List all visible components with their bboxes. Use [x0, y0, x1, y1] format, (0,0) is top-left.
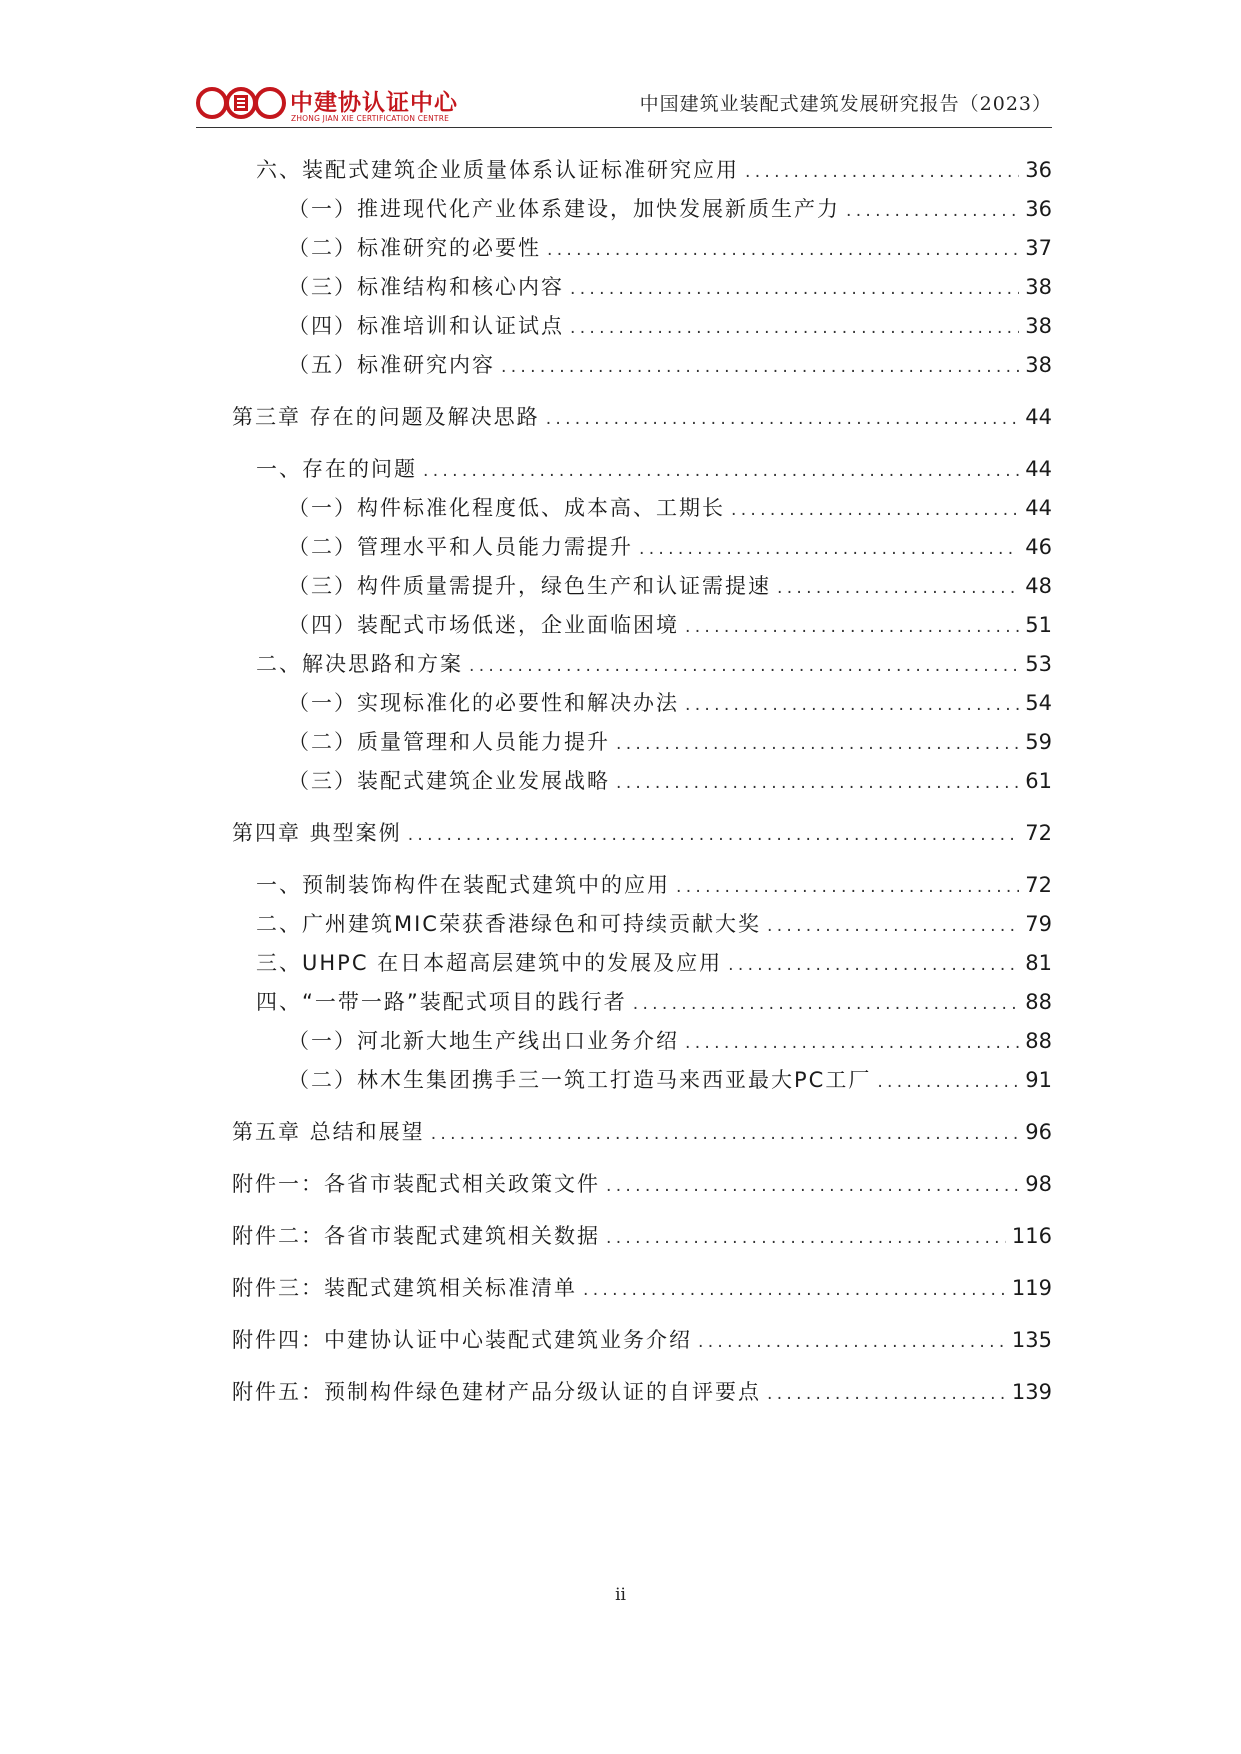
- toc-entry-page: 98: [1025, 1172, 1052, 1196]
- toc-entry-page: 46: [1025, 535, 1052, 559]
- logo-chinese-name: 中建协认证中心: [290, 90, 458, 116]
- toc-dot-leader: [685, 686, 1019, 725]
- toc-entry-page: 54: [1025, 691, 1052, 715]
- toc-dot-leader: [846, 192, 1019, 231]
- toc-dot-leader: [685, 608, 1019, 647]
- toc-dot-leader: [639, 530, 1019, 569]
- toc-dot-leader: [570, 309, 1019, 348]
- toc-entry-title: 二、解决思路和方案: [256, 652, 463, 676]
- toc-entry[interactable]: [232, 1061, 1052, 1100]
- toc-entry-page: 38: [1025, 353, 1052, 377]
- toc-entry-title: （一）实现标准化的必要性和解决办法: [288, 691, 679, 715]
- toc-entry-title: （二）质量管理和人员能力提升: [288, 730, 610, 754]
- toc-entry[interactable]: [232, 944, 1052, 983]
- toc-entry-page: 48: [1025, 574, 1052, 598]
- toc-entry[interactable]: [232, 190, 1052, 229]
- toc-entry-title: 附件四：中建协认证中心装配式建筑业务介绍: [232, 1328, 692, 1352]
- toc-dot-leader: [423, 452, 1019, 491]
- toc-entry[interactable]: [232, 1373, 1052, 1412]
- toc-entry-title: （一）推进现代化产业体系建设，加快发展新质生产力: [288, 197, 840, 221]
- toc-entry-title: 附件一：各省市装配式相关政策文件: [232, 1172, 600, 1196]
- toc-entry-title: 附件二：各省市装配式建筑相关数据: [232, 1224, 600, 1248]
- toc-entry[interactable]: [232, 762, 1052, 801]
- toc-entry[interactable]: [232, 1165, 1052, 1204]
- toc-dot-leader: [501, 348, 1019, 387]
- toc-entry-page: 139: [1011, 1380, 1052, 1404]
- toc-entry-title: （二）标准研究的必要性: [288, 236, 541, 260]
- table-of-contents: [232, 151, 1052, 1425]
- toc-dot-leader: [698, 1323, 1006, 1362]
- toc-dot-leader: [777, 569, 1019, 608]
- toc-dot-leader: [583, 1271, 1006, 1310]
- toc-entry-page: 37: [1025, 236, 1052, 260]
- toc-entry-page: 72: [1025, 873, 1052, 897]
- toc-entry[interactable]: [232, 1022, 1052, 1061]
- toc-entry-title: 第三章 存在的问题及解决思路: [232, 405, 540, 429]
- toc-dot-leader: [547, 231, 1019, 270]
- toc-entry-page: 91: [1025, 1068, 1052, 1092]
- toc-entry[interactable]: [232, 606, 1052, 645]
- toc-entry-title: 第四章 典型案例: [232, 821, 402, 845]
- toc-entry-page: 44: [1025, 405, 1052, 429]
- toc-entry[interactable]: [232, 528, 1052, 567]
- toc-entry-page: 81: [1025, 951, 1052, 975]
- toc-entry[interactable]: [232, 814, 1052, 853]
- toc-dot-leader: [767, 1375, 1006, 1414]
- toc-entry-title: 四、“一带一路”装配式项目的践行者: [256, 990, 627, 1014]
- toc-entry-page: 88: [1025, 990, 1052, 1014]
- toc-entry[interactable]: [232, 1113, 1052, 1152]
- toc-entry-title: 二、广州建筑MIC荣获香港绿色和可持续贡献大奖: [256, 912, 761, 936]
- toc-entry-title: 一、预制装饰构件在装配式建筑中的应用: [256, 873, 670, 897]
- toc-entry-title: （一）河北新大地生产线出口业务介绍: [288, 1029, 679, 1053]
- toc-entry-title: （五）标准研究内容: [288, 353, 495, 377]
- toc-entry-title: （二）林木生集团携手三一筑工打造马来西亚最大PC工厂: [288, 1068, 872, 1092]
- toc-entry[interactable]: [232, 450, 1052, 489]
- toc-dot-leader: [767, 907, 1019, 946]
- report-title: 中国建筑业装配式建筑发展研究报告（2023）: [639, 93, 1052, 115]
- toc-entry-title: 第五章 总结和展望: [232, 1120, 425, 1144]
- toc-entry-title: （四）标准培训和认证试点: [288, 314, 564, 338]
- toc-entry-page: 44: [1025, 496, 1052, 520]
- toc-entry-title: （二）管理水平和人员能力需提升: [288, 535, 633, 559]
- toc-dot-leader: [633, 985, 1020, 1024]
- toc-dot-leader: [606, 1219, 1006, 1258]
- toc-entry[interactable]: [232, 684, 1052, 723]
- toc-entry-page: 72: [1025, 821, 1052, 845]
- toc-dot-leader: [676, 868, 1019, 907]
- toc-dot-leader: [731, 491, 1019, 530]
- toc-dot-leader: [616, 725, 1019, 764]
- logo: [196, 86, 496, 126]
- toc-entry-title: （三）标准结构和核心内容: [288, 275, 564, 299]
- logo-rings-icon: [196, 86, 286, 120]
- toc-dot-leader: [408, 816, 1020, 855]
- toc-entry-title: 三、UHPC 在日本超高层建筑中的发展及应用: [256, 951, 723, 975]
- toc-entry-page: 38: [1025, 275, 1052, 299]
- toc-entry-title: 六、装配式建筑企业质量体系认证标准研究应用: [256, 158, 739, 182]
- toc-dot-leader: [685, 1024, 1019, 1063]
- toc-entry-title: （四）装配式市场低迷，企业面临困境: [288, 613, 679, 637]
- toc-dot-leader: [616, 764, 1019, 803]
- toc-dot-leader: [745, 153, 1019, 192]
- toc-entry-page: 51: [1025, 613, 1052, 637]
- toc-entry[interactable]: [232, 229, 1052, 268]
- toc-entry-page: 135: [1011, 1328, 1052, 1352]
- toc-entry[interactable]: [232, 489, 1052, 528]
- toc-dot-leader: [431, 1115, 1020, 1154]
- toc-entry[interactable]: [232, 151, 1052, 190]
- toc-entry-title: （三）构件质量需提升，绿色生产和认证需提速: [288, 574, 771, 598]
- toc-entry-page: 88: [1025, 1029, 1052, 1053]
- toc-entry[interactable]: [232, 866, 1052, 905]
- toc-entry[interactable]: [232, 645, 1052, 684]
- toc-dot-leader: [606, 1167, 1019, 1206]
- toc-entry-page: 96: [1025, 1120, 1052, 1144]
- toc-entry-page: 53: [1025, 652, 1052, 676]
- logo-english-name: ZHONG JIAN XIE CERTIFICATION CENTRE: [291, 114, 450, 123]
- toc-entry-page: 38: [1025, 314, 1052, 338]
- toc-entry[interactable]: [232, 398, 1052, 437]
- toc-entry[interactable]: [232, 268, 1052, 307]
- header-divider: [196, 127, 1052, 128]
- toc-dot-leader: [728, 946, 1019, 985]
- toc-entry-page: 116: [1011, 1224, 1052, 1248]
- toc-entry[interactable]: [232, 1321, 1052, 1360]
- toc-entry-page: 59: [1025, 730, 1052, 754]
- toc-entry-page: 36: [1025, 158, 1052, 182]
- toc-entry-page: 44: [1025, 457, 1052, 481]
- toc-entry-page: 79: [1025, 912, 1052, 936]
- page-header: [196, 78, 1052, 126]
- toc-entry-title: （三）装配式建筑企业发展战略: [288, 769, 610, 793]
- toc-entry[interactable]: [232, 307, 1052, 346]
- toc-dot-leader: [546, 400, 1020, 439]
- toc-entry-title: 一、存在的问题: [256, 457, 417, 481]
- toc-dot-leader: [877, 1063, 1019, 1102]
- toc-entry[interactable]: [232, 723, 1052, 762]
- toc-entry[interactable]: [232, 346, 1052, 385]
- toc-entry[interactable]: [232, 905, 1052, 944]
- toc-entry[interactable]: [232, 567, 1052, 606]
- toc-entry[interactable]: [232, 1269, 1052, 1308]
- toc-entry[interactable]: [232, 983, 1052, 1022]
- toc-entry-page: 61: [1025, 769, 1052, 793]
- toc-entry-page: 119: [1011, 1276, 1052, 1300]
- toc-entry[interactable]: [232, 1217, 1052, 1256]
- page-number: ii: [615, 1585, 626, 1605]
- toc-entry-title: （一）构件标准化程度低、成本高、工期长: [288, 496, 725, 520]
- toc-dot-leader: [570, 270, 1019, 309]
- toc-dot-leader: [469, 647, 1019, 686]
- toc-entry-page: 36: [1025, 197, 1052, 221]
- toc-entry-title: 附件五：预制构件绿色建材产品分级认证的自评要点: [232, 1380, 761, 1404]
- toc-entry-title: 附件三：装配式建筑相关标准清单: [232, 1276, 577, 1300]
